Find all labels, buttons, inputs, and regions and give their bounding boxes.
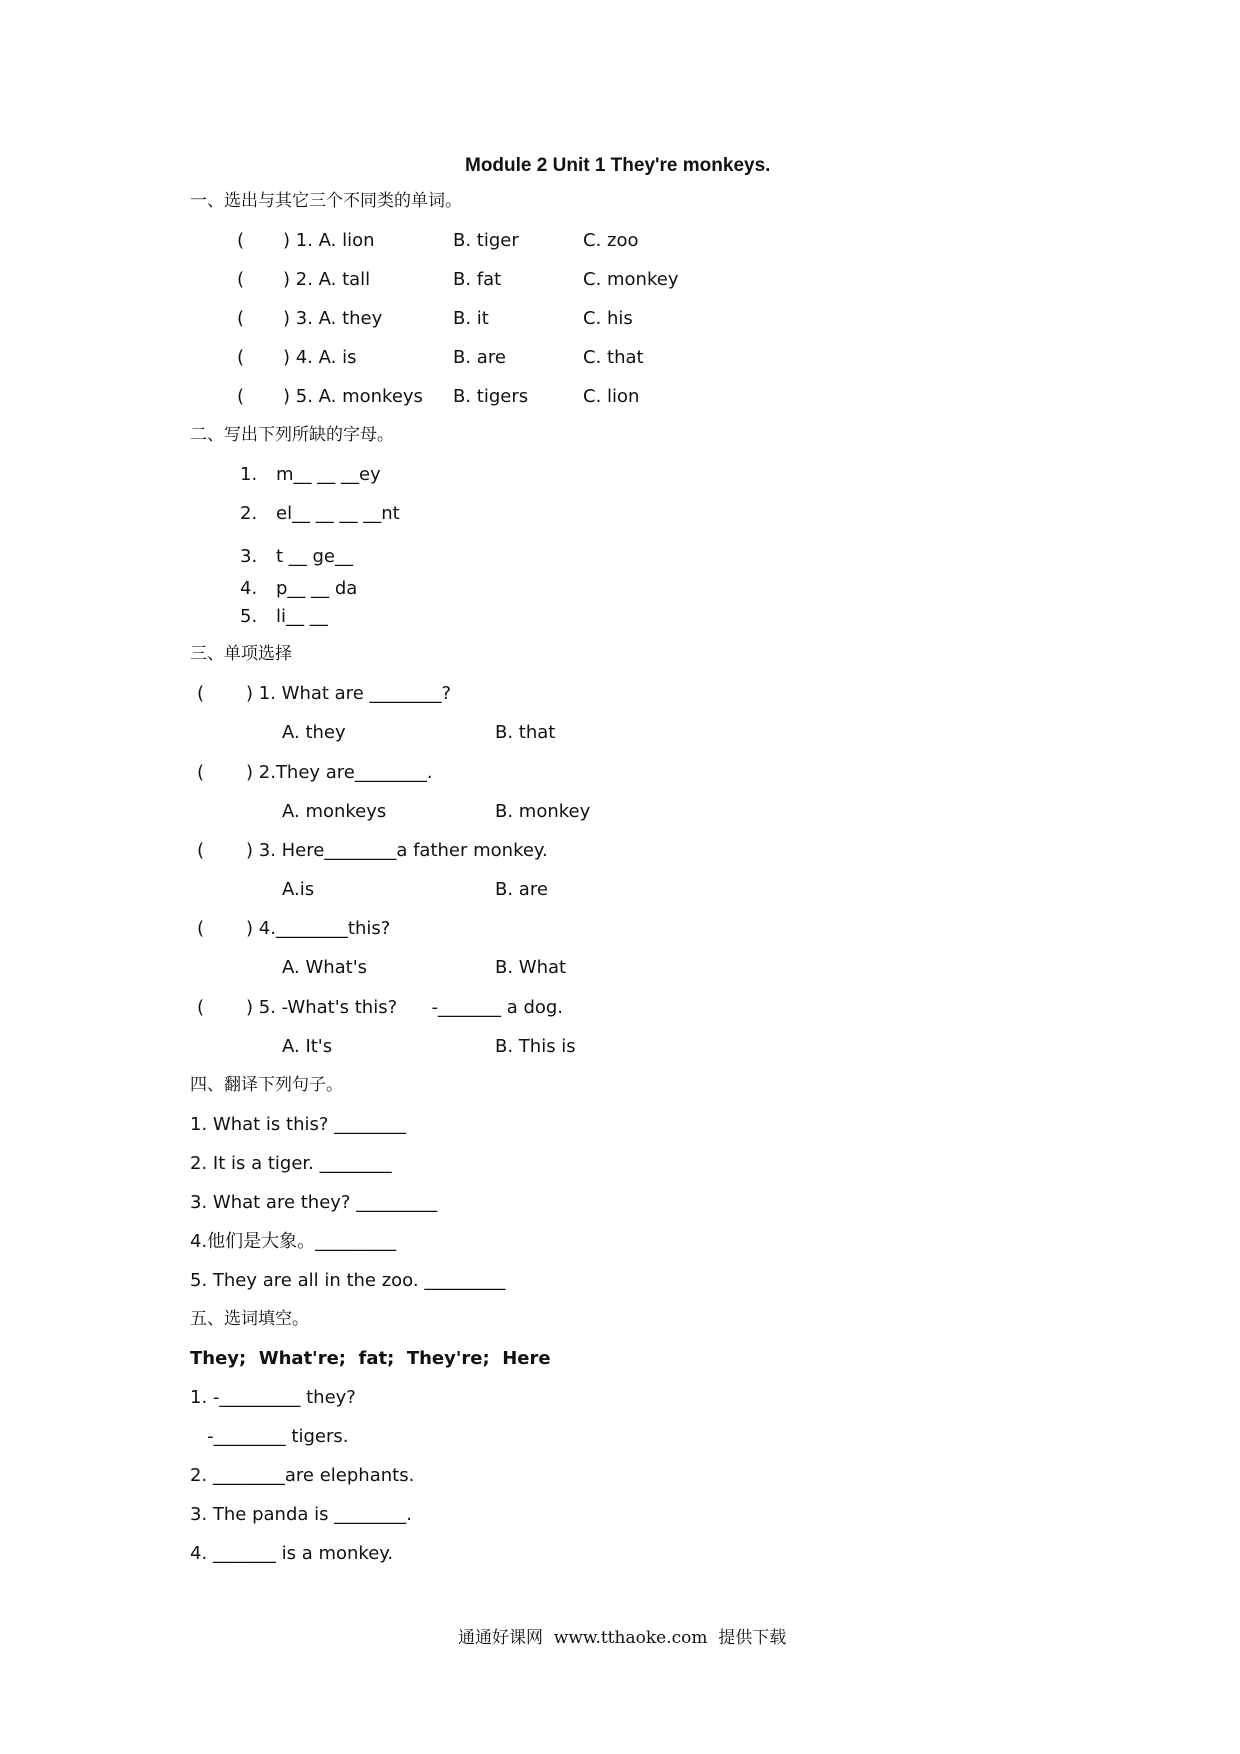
option-b: B. tiger <box>453 230 519 251</box>
fill-in-item: 1. -_________ they? <box>190 1387 356 1408</box>
option-a: A.is <box>282 879 315 900</box>
item-number: 3. <box>240 546 258 567</box>
fill-in-item: -________ tigers. <box>190 1426 349 1447</box>
option-b: B. are <box>495 879 548 900</box>
option-c: C. that <box>583 347 644 368</box>
option-a: A. It's <box>282 1036 333 1057</box>
option-b: B. monkey <box>495 801 591 822</box>
answer-paren: ( <box>197 918 205 939</box>
option-b: B. it <box>453 308 489 329</box>
missing-letters-word: m__ __ __ey <box>276 464 381 485</box>
translation-item: 2. It is a tiger. ________ <box>190 1153 392 1174</box>
fill-in-item: 4. _______ is a monkey. <box>190 1543 394 1564</box>
translation-item: 3. What are they? _________ <box>190 1192 438 1213</box>
answer-paren: ( <box>197 997 205 1018</box>
translation-item: 1. What is this? ________ <box>190 1114 407 1135</box>
option-a: ) 5. A. monkeys <box>283 386 423 407</box>
item-number: 4. <box>240 578 258 599</box>
section-4-heading: 四、翻译下列句子。 <box>190 1075 343 1095</box>
question-text: ) 1. What are ________? <box>246 683 452 704</box>
option-c: C. zoo <box>583 230 639 251</box>
answer-paren: ( <box>237 269 245 290</box>
option-a: ) 2. A. tall <box>283 269 371 290</box>
question-text: ) 4.________this? <box>246 918 391 939</box>
translation-item: 4.他们是大象。_________ <box>190 1231 397 1252</box>
option-a: ) 3. A. they <box>283 308 383 329</box>
option-a: ) 4. A. is <box>283 347 357 368</box>
fill-in-item: 2. ________are elephants. <box>190 1465 415 1486</box>
item-number: 5. <box>240 606 258 627</box>
option-b: B. that <box>495 722 556 743</box>
option-b: B. This is <box>495 1036 576 1057</box>
fill-in-item: 3. The panda is ________. <box>190 1504 412 1525</box>
page-title: Module 2 Unit 1 They're monkeys. <box>465 155 771 176</box>
option-a: A. they <box>282 722 346 743</box>
option-b: B. are <box>453 347 506 368</box>
answer-paren: ( <box>237 347 245 368</box>
missing-letters-word: t __ ge__ <box>276 546 354 567</box>
answer-paren: ( <box>237 386 245 407</box>
item-number: 2. <box>240 503 258 524</box>
option-a: A. What's <box>282 957 368 978</box>
missing-letters-word: p__ __ da <box>276 578 358 599</box>
option-c: C. monkey <box>583 269 679 290</box>
option-a: ) 1. A. lion <box>283 230 375 251</box>
footer-watermark: 通通好课网 www.tthaoke.com 提供下载 <box>458 1628 787 1648</box>
section-1-heading: 一、选出与其它三个不同类的单词。 <box>190 191 462 211</box>
option-c: C. lion <box>583 386 640 407</box>
missing-letters-word: el__ __ __ __nt <box>276 503 400 524</box>
word-bank: They; What're; fat; They're; Here <box>190 1348 551 1369</box>
item-number: 1. <box>240 464 258 485</box>
option-c: C. his <box>583 308 633 329</box>
section-2-heading: 二、写出下列所缺的字母。 <box>190 425 394 445</box>
answer-paren: ( <box>197 683 205 704</box>
translation-item: 5. They are all in the zoo. _________ <box>190 1270 506 1291</box>
option-a: A. monkeys <box>282 801 387 822</box>
answer-paren: ( <box>237 308 245 329</box>
answer-paren: ( <box>237 230 245 251</box>
question-text: ) 2.They are________. <box>246 762 433 783</box>
section-3-heading: 三、单项选择 <box>190 644 292 664</box>
answer-paren: ( <box>197 762 205 783</box>
section-5-heading: 五、选词填空。 <box>190 1309 309 1329</box>
option-b: B. tigers <box>453 386 529 407</box>
answer-paren: ( <box>197 840 205 861</box>
option-b: B. What <box>495 957 567 978</box>
option-b: B. fat <box>453 269 502 290</box>
missing-letters-word: li__ __ <box>276 606 328 627</box>
question-text: ) 5. -What's this? -_______ a dog. <box>246 997 564 1018</box>
question-text: ) 3. Here________a father monkey. <box>246 840 548 861</box>
